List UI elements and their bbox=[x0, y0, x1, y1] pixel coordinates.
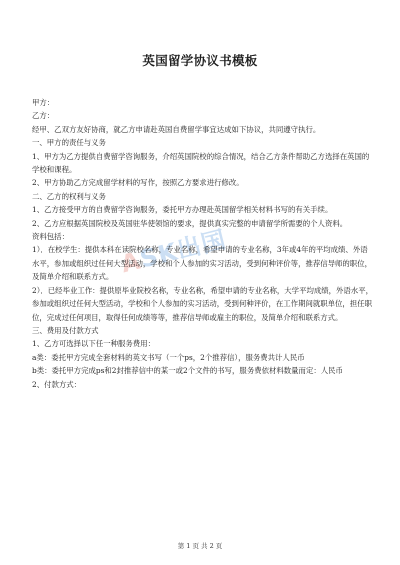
party-a-line: 甲方： bbox=[32, 98, 55, 107]
watermark-part-cn: 出国 bbox=[173, 225, 230, 265]
intro-paragraph: 经甲、乙双方友好协商，就乙方申请赴英国自费留学事宜达成如下协议，共同遵守执行。 bbox=[32, 124, 321, 134]
fee-option-a: a类：委托甲方完成全套材料的英文书写（一个ps，2个推荐信），服务费共计人民币 bbox=[32, 352, 305, 362]
section-heading-2: 二、乙方的权利与义务 bbox=[32, 191, 106, 201]
document-body bbox=[32, 96, 374, 391]
clause-1-1: 1、甲方为乙方提供自费留学咨询服务，介绍英国院校的综合情况，结合乙方条件帮助乙方选择在英国的学校和课程。 bbox=[32, 151, 370, 175]
materials-graduates: 2）．已经毕业工作：提供原毕业院校名称，专业名称，希望申请的专业名称，大学平均成绩，外语水平，参加或组织过任何大型活动，学校和个人参加的实习活动，受到何种评价，在工作期间就职单位，担任职位，完成过任何项目，取得任何成绩等等，推荐信导师或雇主的职位，及简单介绍和联系方式。 bbox=[32, 285, 373, 322]
fee-option-b: b类：委托甲方完成ps和2封推荐信中的某一或2个文件的书写，服务费依材料数量而定：人民币 bbox=[32, 366, 343, 376]
clause-2-1: 1、乙方接受甲方的自费留学咨询服务，委托甲方办理赴英国留学相关材料书写的有关手续。 bbox=[32, 205, 333, 215]
materials-students: 1）．在校学生：提供本科在读院校名称，专业名称，希望申请的专业名称，3年或4年的平均成绩、外语水平，参加或组织过任何大型活动，学校和个人参加的实习活动，受到何种评价等，推荐信导师的职位，及简单介绍和联系方式。 bbox=[32, 245, 372, 282]
party-b-line: 乙方： bbox=[32, 111, 55, 121]
clause-3-1: 1、乙方可选择以下任一种服务费用： bbox=[32, 339, 155, 349]
section-heading-3: 三、费用及付款方式 bbox=[32, 325, 99, 335]
document-title: 英国留学协议书模板 bbox=[142, 53, 258, 68]
section-heading-1: 一、甲方的责任与义务 bbox=[32, 138, 106, 148]
watermark-part-a: A bbox=[118, 246, 144, 279]
materials-heading: 资料包括： bbox=[32, 232, 69, 242]
watermark-part-sk: SK bbox=[137, 237, 181, 274]
page-footer: 第 1 页 共 2 页 bbox=[177, 542, 223, 550]
clause-3-2: 2、付款方式： bbox=[32, 379, 82, 389]
clause-1-2: 2、甲方协助乙方完成留学材料的写作，按照乙方要求进行修改。 bbox=[32, 178, 244, 188]
clause-2-2: 2、乙方应根据英国院校及英国驻华使领馆的要求，提供真实完整的申请留学所需要的个人资料。 bbox=[32, 218, 348, 228]
